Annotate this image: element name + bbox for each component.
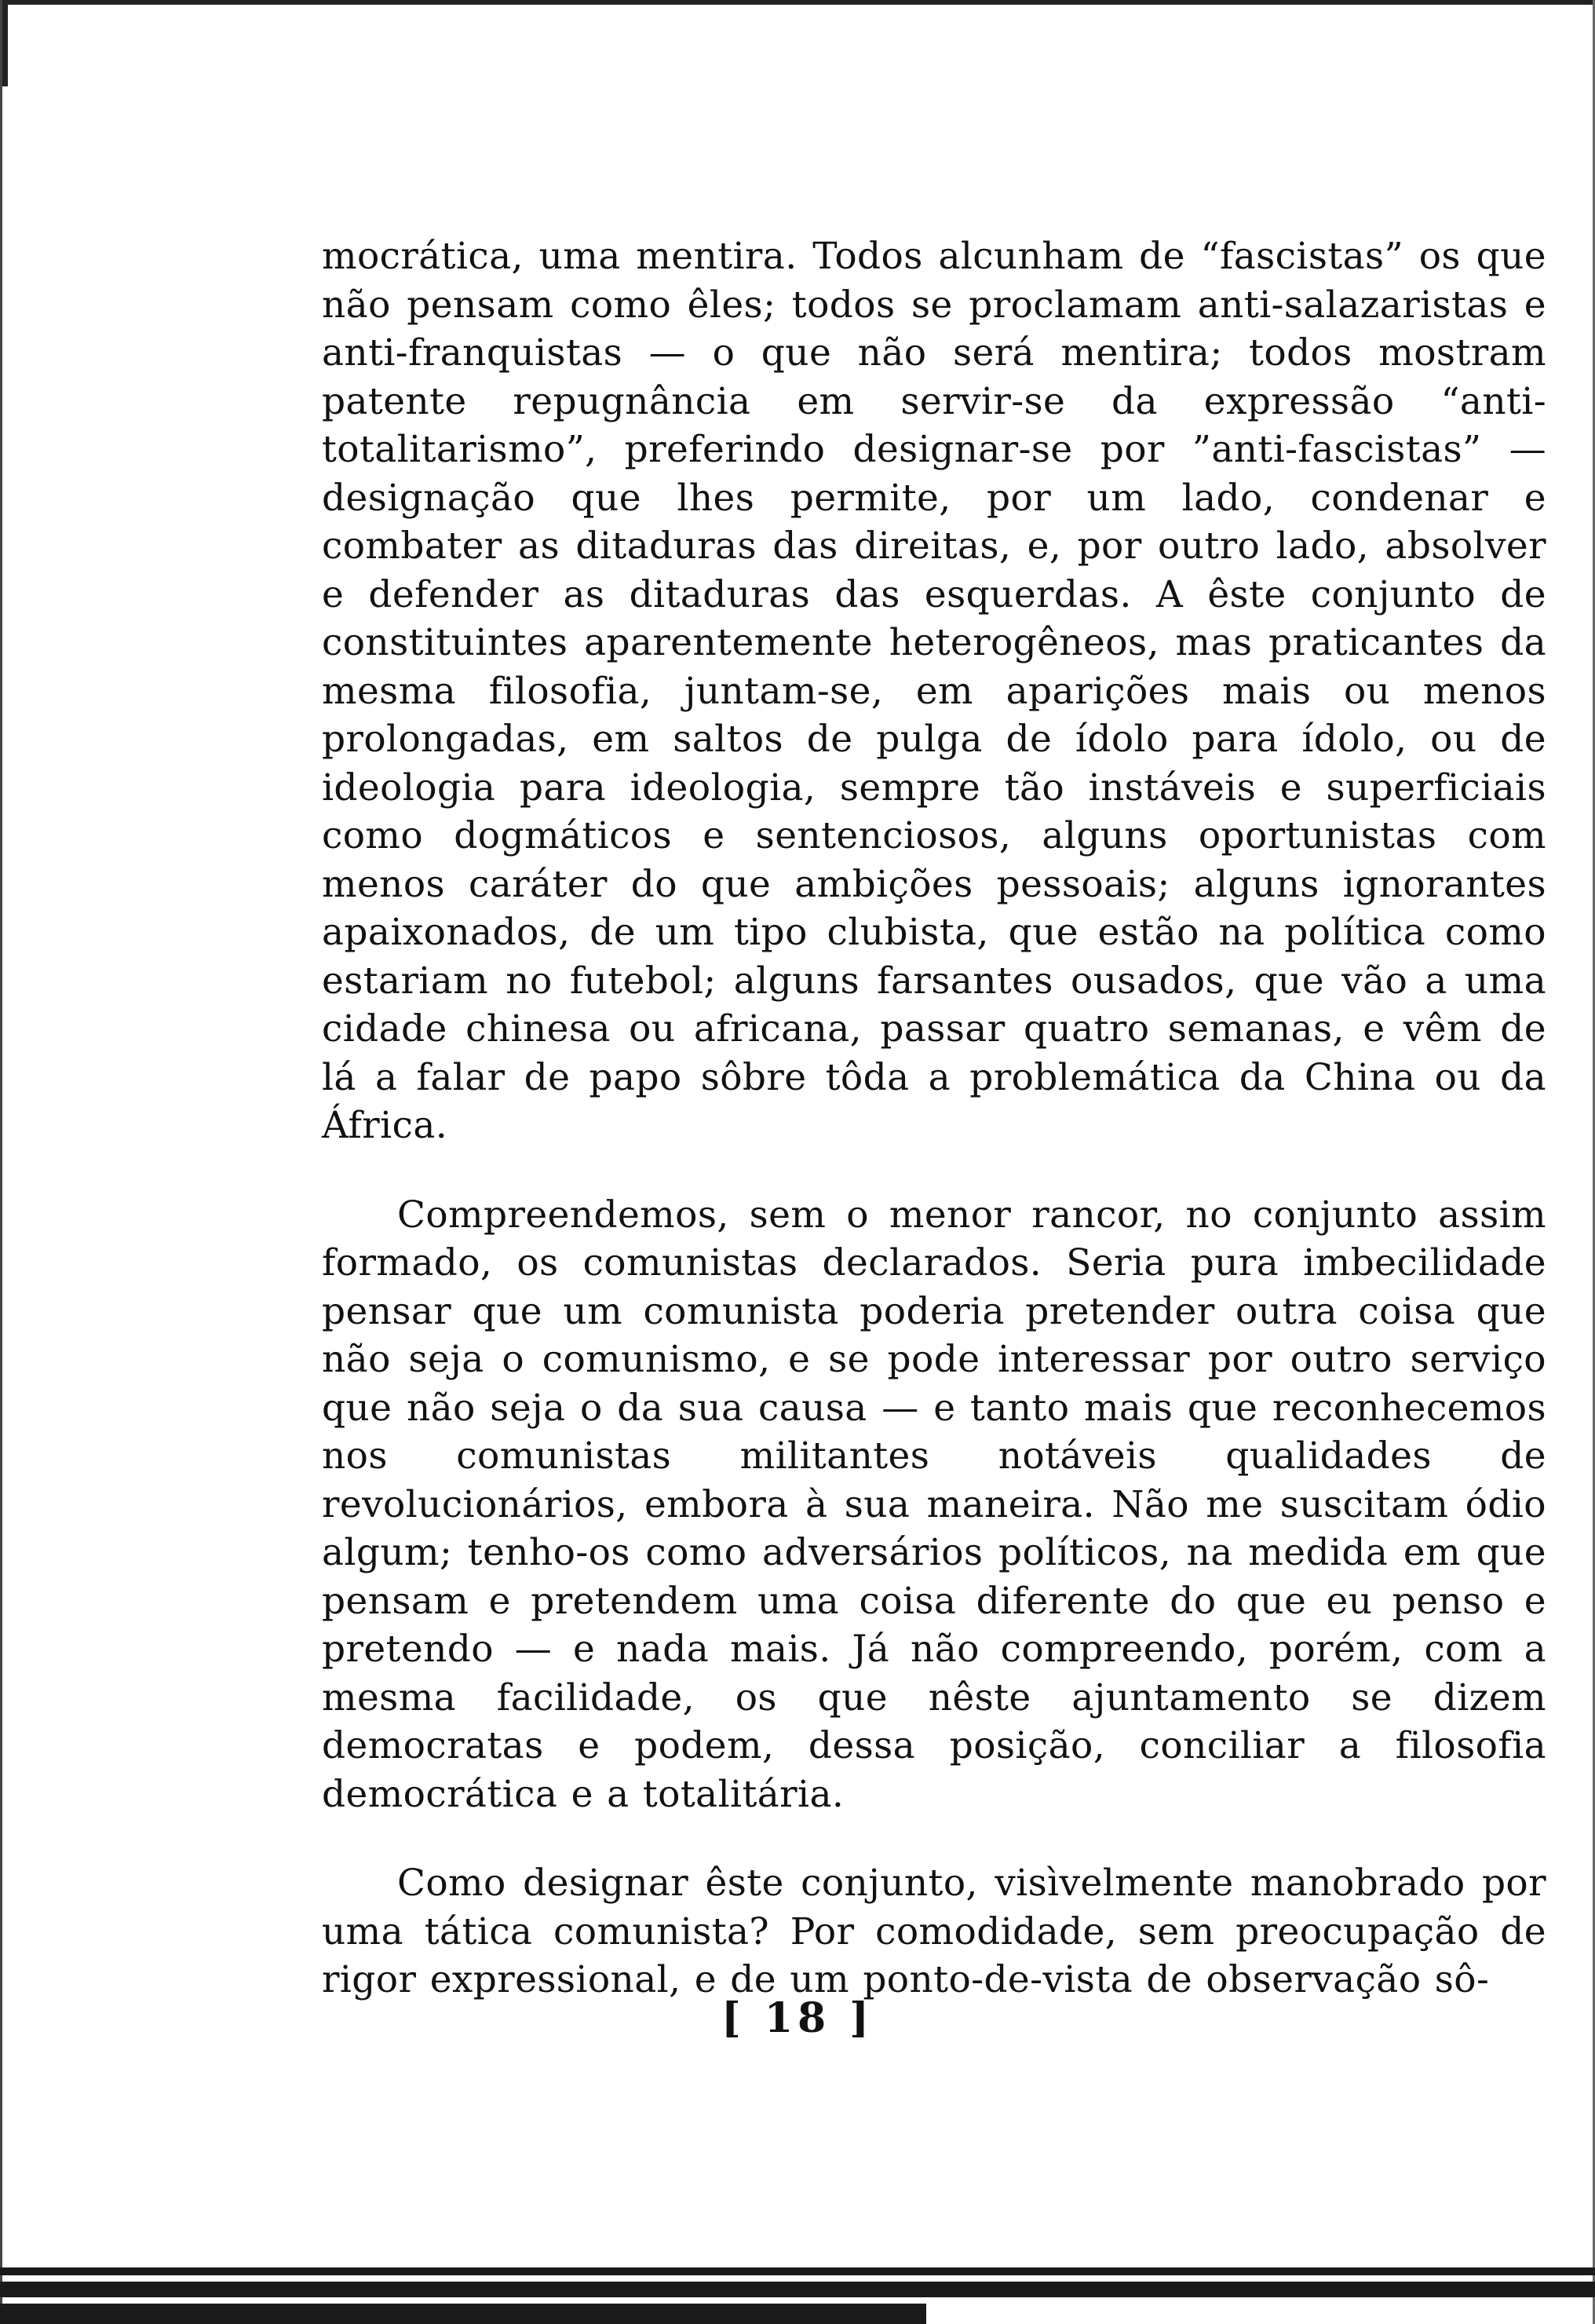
scan-bottom-bar [0, 2304, 926, 2324]
page-number: [ 18 ] [721, 1994, 874, 2042]
scan-top-edge [0, 0, 1595, 5]
scan-left-edge [0, 0, 2, 2324]
scan-bottom-bar [0, 2267, 1595, 2275]
body-text [322, 232, 1546, 2045]
paragraph-3: Como designar êste conjunto, visìvelmente manobrado por uma tática comunista? Por comodidade, sem preocupação de rigor expressional, e de um ponto-de-vista de observação sô- [322, 1862, 1546, 2001]
paragraph-1: mocrática, uma mentira. Todos alcunham de “fascistas” os que não pensam como êles; todos se proclamam anti-salazaristas e anti-franquistas — o que não será mentira; todos mostram patente repugnância em servir-se da expressão “anti-totalitarismo”, preferindo designar-se por ”anti-fascistas” — designação que lhes permite, por um lado, condenar e combater as ditaduras das direitas, e, por outro lado, absolver e defender as ditaduras das esquerdas. A êste conjunto de constituintes aparentemente heterogêneos, mas praticantes da mesma filosofia, juntam-se, em aparições mais ou menos prolongadas, em saltos de pulga de ídolo para ídolo, ou de ideologia para ideologia, sempre tão instáveis e superficiais como dogmáticos e sentenciosos, alguns oportunistas com menos caráter do que ambições pessoais; alguns ignorantes apaixonados, de um tipo clubista, que estão na política como estariam no futebol; alguns farsantes ousados, que vão a uma cidade chinesa ou africana, passar quatro semanas, e vêm de lá a falar de papo sôbre tôda a problemática da China ou da África. [322, 235, 1546, 1147]
scan-bottom-bar [0, 2282, 1595, 2297]
paragraph-2: Compreendemos, sem o menor rancor, no conjunto assim formado, os comunistas declarados. Seria pura imbecilidade pensar que um comunista poderia pretender outra coisa que não seja o comunismo, e se pode interessar por outro serviço que não seja o da sua causa — e tanto mais que reconhecemos nos comunistas militantes notáveis qualidades de revolucionários, embora à sua maneira. Não me suscitam ódio algum; tenho-os como adversários políticos, na medida em que pensam e pretendem uma coisa diferente do que eu penso e pretendo — e nada mais. Já não compreendo, porém, com a mesma facilidade, os que nêste ajuntamento se dizem democratas e podem, dessa posição, conciliar a filosofia democrática e a totalitária. [322, 1193, 1546, 1816]
